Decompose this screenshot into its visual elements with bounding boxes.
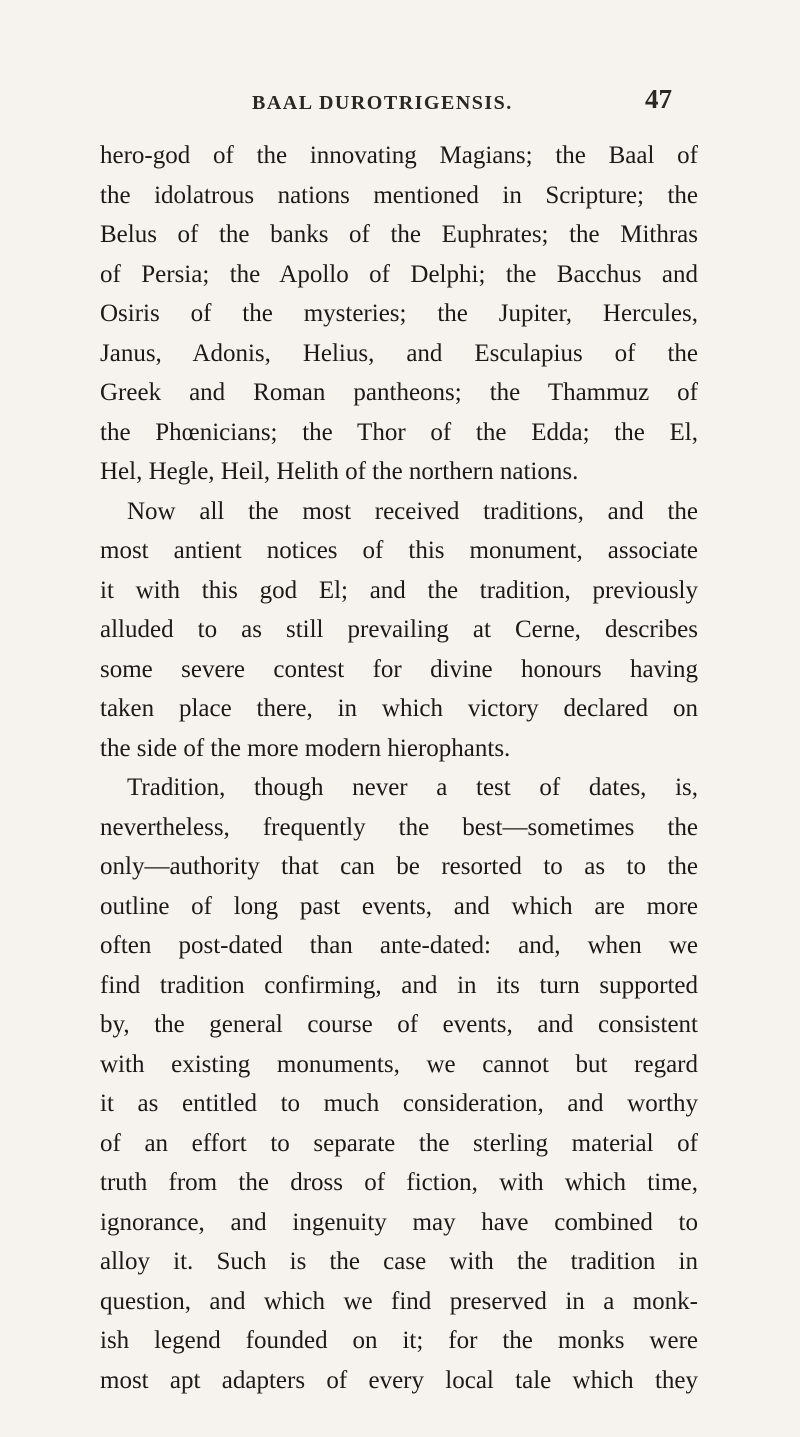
text-line: nevertheless, frequently the best—sometimes the (100, 813, 698, 841)
text-line: alluded to as still prevailing at Cerne, describes (100, 616, 698, 643)
text-line: truth from the dross of fiction, with which time, (100, 1169, 698, 1196)
text-line: ish legend founded on it; for the monks were (100, 1327, 698, 1354)
text-line: often post-dated than ante-dated: and, when we (100, 932, 698, 959)
text-line: Osiris of the mysteries; the Jupiter, Hercules, (100, 300, 698, 327)
text-line: some severe contest for divine honours having (100, 655, 698, 683)
text-line: with existing monuments, we cannot but regard (100, 1050, 698, 1078)
text-line: it with this god El; and the tradition, previously (100, 576, 698, 604)
text-line: only—authority that can be resorted to as to the (100, 853, 698, 880)
text-line: taken place there, in which victory declared on (100, 695, 698, 722)
text-line: the Phœnicians; the Thor of the Edda; the El, (100, 418, 698, 446)
body-text (100, 136, 698, 1400)
text-line: of Persia; the Apollo of Delphi; the Bacchus and (100, 260, 698, 288)
text-line: outline of long past events, and which are more (100, 892, 698, 920)
text-line: Greek and Roman pantheons; the Thammuz of (100, 379, 698, 406)
text-line: Hel, Hegle, Heil, Helith of the northern nations. (100, 458, 579, 485)
text-line: it as entitled to much consideration, and worthy (100, 1090, 698, 1117)
text-line: Belus of the banks of the Euphrates; the Mithras (100, 221, 698, 248)
paragraph-start-line: Now all the most received traditions, and the (127, 497, 698, 525)
text-line: find tradition confirming, and in its turn supported (100, 971, 698, 999)
text-line: the side of the more modern hierophants. (100, 734, 511, 762)
page-number: 47 (645, 84, 672, 114)
text-line: the idolatrous nations mentioned in Scripture; the (100, 181, 698, 209)
text-line: most antient notices of this monument, associate (100, 537, 698, 564)
text-line: by, the general course of events, and consistent (100, 1011, 698, 1038)
text-line: ignorance, and ingenuity may have combined to (100, 1208, 698, 1236)
text-line: question, and which we find preserved in a monk- (100, 1287, 698, 1315)
text-line: of an effort to separate the sterling material of (100, 1129, 698, 1157)
running-head: BAAL DUROTRIGENSIS. (252, 92, 513, 114)
text-line: hero-god of the innovating Magians; the Baal of (100, 142, 698, 169)
text-line: Janus, Adonis, Helius, and Esculapius of the (100, 339, 698, 367)
text-line: most apt adapters of every local tale which they (100, 1366, 698, 1394)
text-line: alloy it. Such is the case with the tradition in (100, 1248, 698, 1275)
paragraph-start-line: Tradition, though never a test of dates, is, (127, 774, 698, 801)
